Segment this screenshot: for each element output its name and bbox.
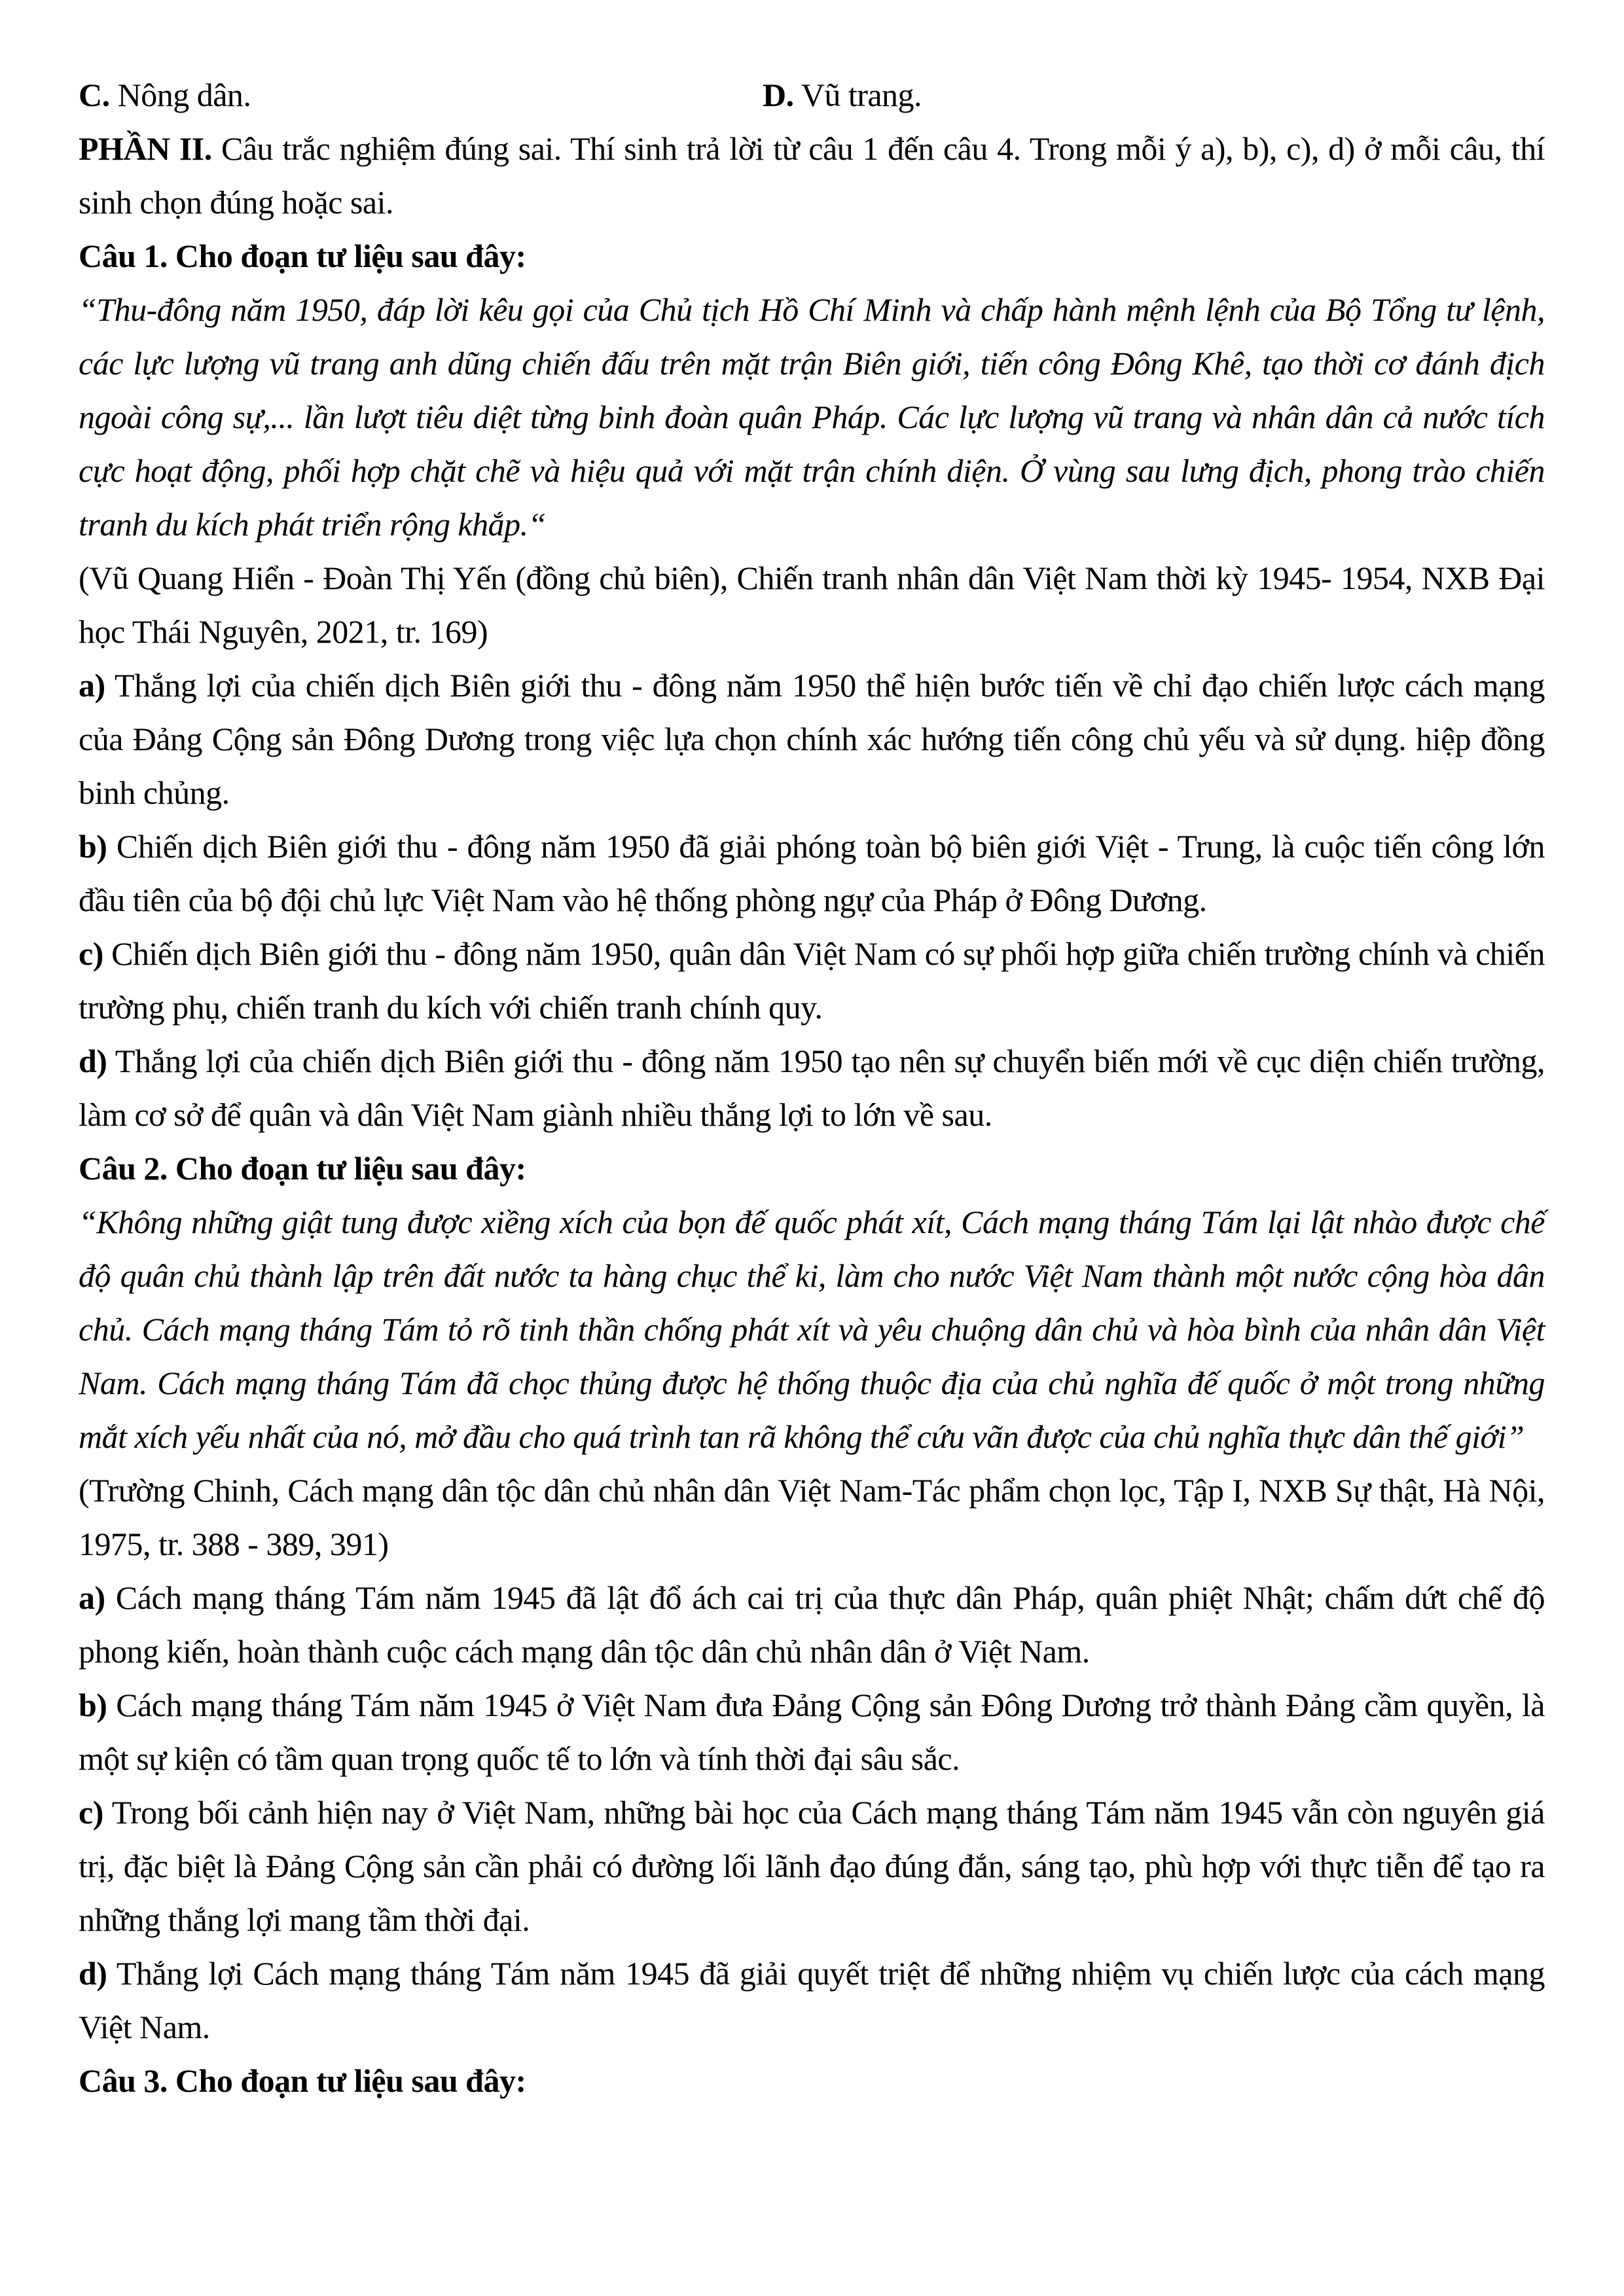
- lead-label: c): [79, 1794, 103, 1831]
- lead-label: Câu 2. Cho đoạn tư liệu sau đây:: [79, 1150, 526, 1187]
- question-3-heading: [79, 2054, 1545, 2108]
- question-1-statement-b: [79, 819, 1545, 927]
- body-text: Thắng lợi Cách mạng tháng Tám năm 1945 đã giải quyết triệt để những nhiệm vụ chiến lược của cách mạng Việt Nam.: [79, 1955, 1545, 2045]
- part-2-instructions: [79, 122, 1545, 229]
- option-letter: D.: [763, 77, 794, 113]
- question-2-citation: [79, 1463, 1545, 1571]
- option-text: Nông dân.: [109, 77, 251, 113]
- lead-label: d): [79, 1955, 107, 1992]
- body-text: Cách mạng tháng Tám năm 1945 đã lật đổ ách cai trị của thực dân Pháp, quân phiệt Nhật; chấm dứt chế độ phong kiến, hoàn thành cuộc cách mạng dân tộc dân chủ nhân dân ở Việt Nam.: [79, 1579, 1545, 1670]
- body-text: Chiến dịch Biên giới thu - đông năm 1950, quân dân Việt Nam có sự phối hợp giữa chiến trường chính và chiến trường phụ, chiến tranh du kích với chiến tranh chính quy.: [79, 935, 1545, 1026]
- body-text: (Vũ Quang Hiển - Đoàn Thị Yến (đồng chủ biên), Chiến tranh nhân dân Việt Nam thời kỳ 1945- 1954, NXB Đại học Thái Nguyên, 2021, tr. 169): [79, 560, 1545, 650]
- document-content: [79, 68, 1545, 2108]
- question-1-statement-a: [79, 658, 1545, 819]
- lead-label: Câu 1. Cho đoạn tư liệu sau đây:: [79, 238, 526, 274]
- question-1-citation: [79, 551, 1545, 658]
- lead-label: a): [79, 1579, 105, 1616]
- italic-quote-text: “Thu-đông năm 1950, đáp lời kêu gọi của Chủ tịch Hồ Chí Minh và chấp hành mệnh lệnh của Bộ Tổng tư lệnh, các lực lượng vũ trang anh dũng chiến đấu trên mặt trận Biên giới, tiến công Đông Khê, tạo thời cơ đánh địch ngoài công sự,... lần lượt tiêu diệt từng binh đoàn quân Pháp. Các lực lượng vũ trang và nhân dân cả nước tích cực hoạt động, phối hợp chặt chẽ và hiệu quả với mặt trận chính diện. Ở vùng sau lưng địch, phong trào chiến tranh du kích phát triển rộng khắp.“: [79, 291, 1545, 543]
- body-text: Trong bối cảnh hiện nay ở Việt Nam, những bài học của Cách mạng tháng Tám năm 1945 vẫn còn nguyên giá trị, đặc biệt là Đảng Cộng sản cần phải có đường lối lãnh đạo đúng đắn, sáng tạo, phù hợp với thực tiễn để tạo ra những thắng lợi mang tầm thời đại.: [79, 1794, 1545, 1938]
- question-2-quote: [79, 1195, 1545, 1463]
- question-1-quote: [79, 283, 1545, 551]
- question-2-statement-c: [79, 1785, 1545, 1946]
- lead-label: a): [79, 667, 105, 704]
- question-2-statement-b: [79, 1678, 1545, 1785]
- question-1-statement-c: [79, 927, 1545, 1034]
- lead-label: c): [79, 935, 103, 972]
- lead-label: PHẦN II.: [79, 130, 212, 167]
- option-text: Vũ trang.: [793, 77, 922, 113]
- question-2-statement-a: [79, 1571, 1545, 1678]
- lead-label: Câu 3. Cho đoạn tư liệu sau đây:: [79, 2062, 526, 2099]
- lead-label: b): [79, 1687, 107, 1723]
- body-text: (Trường Chinh, Cách mạng dân tộc dân chủ nhân dân Việt Nam-Tác phẩm chọn lọc, Tập I, NXB Sự thật, Hà Nội, 1975, tr. 388 - 389, 391): [79, 1472, 1545, 1562]
- answer-option-d: [763, 68, 922, 122]
- body-text: Cách mạng tháng Tám năm 1945 ở Việt Nam đưa Đảng Cộng sản Đông Dương trở thành Đảng cầm quyền, là một sự kiện có tầm quan trọng quốc tế to lớn và tính thời đại sâu sắc.: [79, 1687, 1545, 1777]
- body-text: Câu trắc nghiệm đúng sai. Thí sinh trả lời từ câu 1 đến câu 4. Trong mỗi ý a), b), c), d) ở mỗi câu, thí sinh chọn đúng hoặc sai.: [79, 130, 1545, 221]
- body-text: Thắng lợi của chiến dịch Biên giới thu - đông năm 1950 tạo nên sự chuyển biến mới về cục diện chiến trường, làm cơ sở để quân và dân Việt Nam giành nhiều thắng lợi to lớn về sau.: [79, 1043, 1545, 1133]
- question-1-statement-d: [79, 1034, 1545, 1141]
- italic-quote-text: “Không những giật tung được xiềng xích của bọn đế quốc phát xít, Cách mạng tháng Tám lại lật nhào được chế độ quân chủ thành lập trên đất nước ta hàng chục thể ki, làm cho nước Việt Nam thành một nước cộng hòa dân chủ. Cách mạng tháng Tám tỏ rõ tinh thần chống phát xít và yêu chuộng dân chủ và hòa bình của nhân dân Việt Nam. Cách mạng tháng Tám đã chọc thủng được hệ thống thuộc địa của chủ nghĩa đế quốc ở một trong những mắt xích yếu nhất của nó, mở đầu cho quá trình tan rã không thể cứu vãn được của chủ nghĩa thực dân thế giới”: [79, 1204, 1545, 1455]
- question-2-heading: [79, 1141, 1545, 1195]
- body-text: Chiến dịch Biên giới thu - đông năm 1950 đã giải phóng toàn bộ biên giới Việt - Trung, là cuộc tiến công lớn đầu tiên của bộ đội chủ lực Việt Nam vào hệ thống phòng ngự của Pháp ở Đông Dương.: [79, 828, 1545, 918]
- question-1-heading: [79, 229, 1545, 283]
- answer-option-c: [79, 68, 251, 122]
- lead-label: d): [79, 1043, 107, 1079]
- body-text: Thắng lợi của chiến dịch Biên giới thu - đông năm 1950 thể hiện bước tiến về chỉ đạo chiến lược cách mạng của Đảng Cộng sản Đông Dương trong việc lựa chọn chính xác hướng tiến công chủ yếu và sử dụng. hiệp đồng binh chủng.: [79, 667, 1545, 811]
- answer-options-row: [79, 68, 1545, 122]
- question-2-statement-d: [79, 1946, 1545, 2054]
- lead-label: b): [79, 828, 107, 865]
- option-letter: C.: [79, 77, 110, 113]
